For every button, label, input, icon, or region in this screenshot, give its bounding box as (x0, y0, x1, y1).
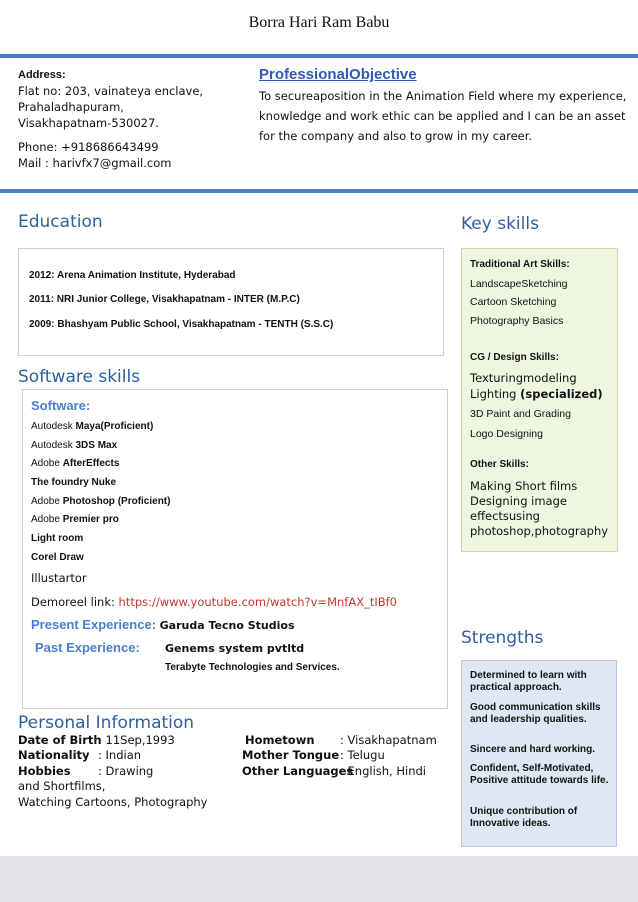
candidate-name: Borra Hari Ram Babu (248, 14, 390, 31)
software-item: Autodesk Maya(Proficient) (31, 421, 154, 432)
other-languages-label: Other Languages (242, 764, 354, 778)
software-heading: Software: (31, 398, 91, 413)
hobbies-value: : Drawing (98, 764, 154, 778)
software-box (22, 389, 448, 709)
mail-text: Mail : harivfx7@gmail.com (18, 156, 172, 170)
software-item: Adobe Photoshop (Proficient) (31, 496, 171, 507)
other-languages-value: : English, Hindi (340, 764, 426, 778)
other-skills-text: Making Short films Designing image effectsusing photoshop,photography (470, 479, 609, 538)
hobbies-label: Hobbies (18, 764, 71, 778)
education-title: Education (18, 212, 103, 232)
key-skills-box (461, 248, 618, 552)
skill-item: Texturingmodeling (470, 371, 577, 385)
skill-item: LandscapeSketching (470, 278, 568, 290)
software-item: Adobe AfterEffects (31, 458, 120, 469)
address-line: Flat no: 203, vainateya enclave, (18, 84, 204, 98)
education-box (18, 248, 444, 356)
past-value-2: Terabyte Technologies and Services. (165, 662, 340, 673)
present-label: Present Experience (31, 617, 152, 632)
skill-item: Logo Designing (470, 428, 543, 440)
address-label: Address: (18, 69, 66, 81)
skill-item: Lighting (specialized) (470, 387, 603, 401)
objective-text: To secureaposition in the Animation Field where my experience, knowledge and work ethic can be applied and I can be an asset for the company and also to grow in my career. (259, 89, 627, 143)
strength-item: Good communication skills and leadership qualities. (470, 702, 601, 725)
nationality-label: Nationality (18, 748, 90, 762)
hobbies-continued: Watching Cartoons, Photography (18, 795, 208, 809)
strengths-title: Strengths (461, 628, 544, 648)
software-item: Illustartor (31, 571, 87, 585)
nationality-value: : Indian (98, 748, 142, 762)
address-line: Prahaladhapuram, (18, 100, 124, 114)
present-experience: Present Experience: Garuda Tecno Studios (31, 617, 295, 632)
education-item: 2012: Arena Animation Institute, Hyderabad (29, 270, 236, 281)
skill-item: Cartoon Sketching (470, 296, 557, 308)
demoreel-link[interactable]: https://www.youtube.com/watch?v=MnfAX_tIBf0 (118, 595, 397, 609)
header-rule (0, 54, 638, 58)
mother-tongue-label: Mother Tongue (242, 748, 340, 762)
past-experience-label: Past Experience: (35, 640, 140, 655)
software-item: Corel Draw (31, 552, 84, 563)
software-item: Adobe Premier pro (31, 514, 119, 525)
objective-title: ProfessionalObjective (259, 66, 417, 83)
contact-block (18, 66, 203, 171)
software-title: Software skills (18, 367, 141, 387)
mother-tongue-value: : Telugu (340, 748, 385, 762)
strength-item: Unique contribution of Innovative ideas. (470, 806, 578, 829)
strength-item: Determined to learn with practical approach. (470, 670, 587, 693)
software-item: Light room (31, 533, 84, 544)
education-item: 2011: NRI Junior College, Visakhapatnam - INTER (M.P.C) (29, 294, 300, 305)
other-heading: Other Skills: (470, 459, 529, 470)
address-line: Visakhapatnam-530027. (18, 116, 159, 130)
phone-text: Phone: +918686643499 (18, 140, 159, 154)
software-item: The foundry Nuke (31, 477, 117, 488)
education-item: 2009: Bhashyam Public School, Visakhapatnam - TENTH (S.S.C) (29, 319, 334, 330)
strength-item: Sincere and hard working. (470, 744, 596, 755)
cg-heading: CG / Design Skills: (470, 352, 559, 363)
hometown-label: Hometown (245, 733, 315, 747)
dob-value: : 11Sep,1993 (98, 733, 175, 747)
strengths-box (461, 660, 617, 847)
software-item: Autodesk 3DS Max (31, 440, 118, 451)
hometown-value: : Visakhapatnam (340, 733, 437, 747)
dob-label: Date of Birth (18, 733, 102, 747)
traditional-heading: Traditional Art Skills: (470, 259, 570, 270)
skill-item: Photography Basics (470, 315, 564, 327)
hobbies-continued: and Shortfilms, (18, 779, 106, 793)
key-skills-title: Key skills (461, 214, 539, 234)
demoreel-line (31, 595, 397, 609)
page-footer (0, 856, 638, 902)
demoreel-label: Demoreel link: (31, 595, 115, 609)
personal-title: Personal Information (18, 713, 195, 733)
present-value: Garuda Tecno Studios (159, 619, 295, 632)
strength-item: Confident, Self-Motivated, Positive attitude towards life. (470, 763, 609, 786)
skill-item: 3D Paint and Grading (470, 408, 571, 420)
past-value: Genems system pvtltd (165, 642, 305, 655)
section-rule (0, 189, 638, 193)
